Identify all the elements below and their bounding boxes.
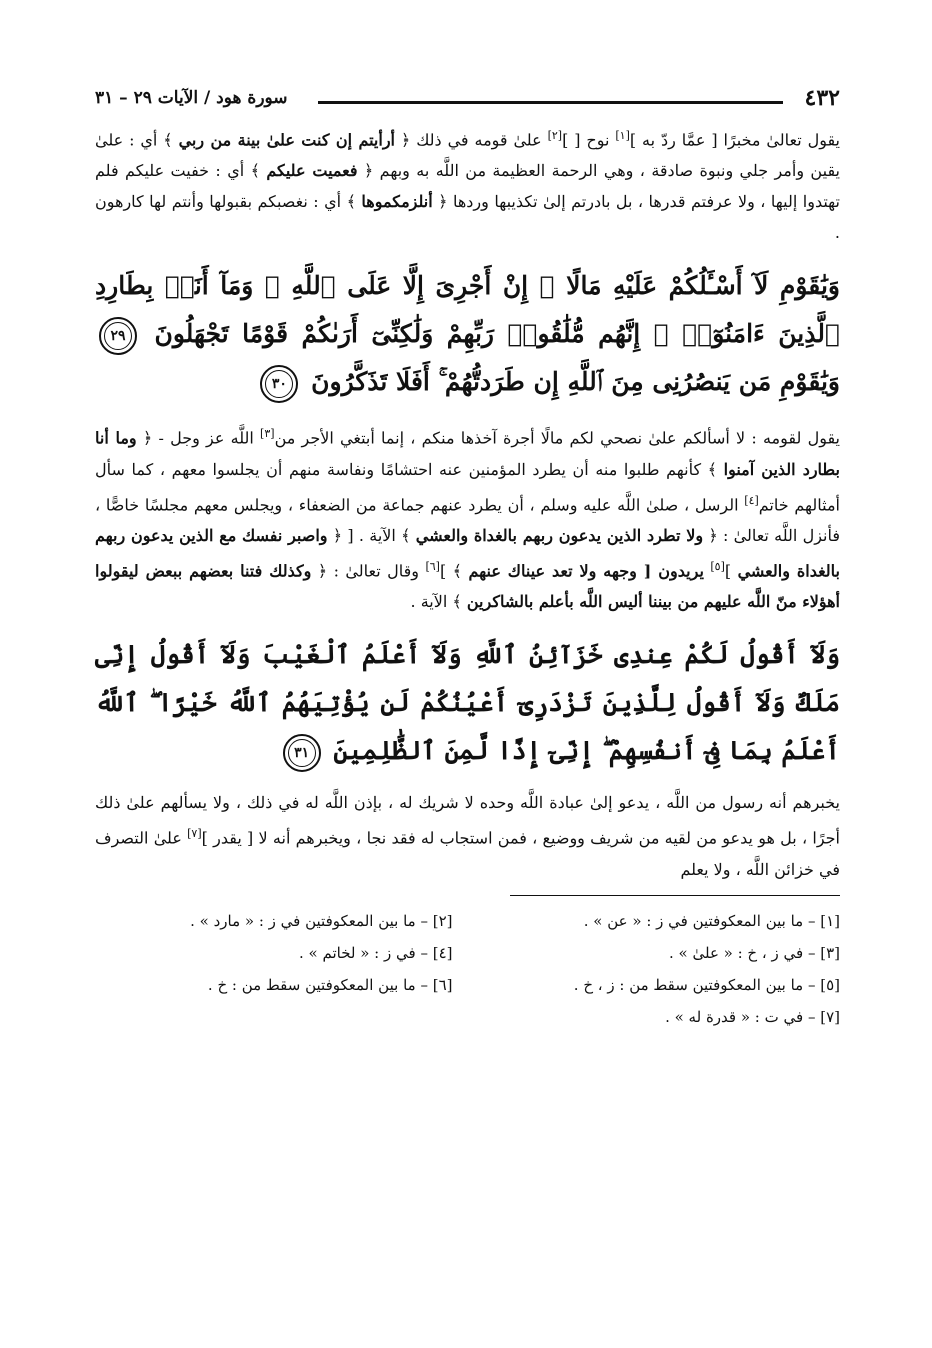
verse-30-text: وَيَٰقَوْمِ مَن يَنصُرُنِى مِنَ ٱللَّهِ إِن طَرَدتُّهُمْ ۚ أَفَلَا تَذَكَّرُونَ bbox=[311, 367, 840, 397]
verse-31-text: وَلَآ أَقُولُ لَكُمْ عِندِى خَزَآئِنُ ٱللَّهِ وَلَآ أَعْلَمُ ٱلْغَيْبَ وَلَآ أَقُولُ إِنِّى مَلَكٌ وَلَآ أَقُولُ لِلَّذِينَ تَزْدَرِىٓ أَعْيُنُكُمْ لَن يُؤْتِيَهُمُ ٱللَّهُ خَيْرًا ۖ ٱللَّهُ أَعْلَمُ بِمَا فِىٓ أَنفُسِهِمْ ۖ إِنِّىٓ إِذًا لَّمِنَ ٱلظَّٰلِمِينَ bbox=[95, 640, 840, 766]
quoted-verse-text: واصبر نفسك مع الذين يدعون ربهم بالغداة والعشي bbox=[95, 525, 841, 581]
commentary-text: علىٰ التصرف في خزائن اللَّه ، ولا يعلم bbox=[95, 828, 840, 879]
quoted-verse-text: ولا تطرد الذين يدعون ربهم بالغداة والعشي bbox=[415, 525, 704, 545]
quoted-verse-text: وكذلك فتنا بعضهم ببعض ليقولوا أهؤلاء منّ اللَّه عليهم من بيننا أليس اللَّه بأعلم بالشاكرين bbox=[95, 561, 840, 612]
footnote-ref: [١] bbox=[615, 129, 630, 142]
running-title: سورة هود / الآيات ٢٩ – ٣١ bbox=[95, 88, 288, 108]
footnote-ref: [٤] bbox=[744, 493, 759, 507]
commentary-text: ﴾ أي : علىٰ يقين وأمر جلي ونبوة صادقة ، وهي الرحمة العظيمة من اللَّه به وبهم ﴿ bbox=[95, 130, 840, 181]
footnote-ref: [٣] bbox=[260, 427, 275, 441]
quoted-verse-text: فعميت عليكم bbox=[266, 161, 358, 181]
quoted-verse-text: وما أنا بطارد الذين آمنوا bbox=[95, 428, 840, 479]
commentary-text: ﴾ ] bbox=[439, 561, 469, 581]
book-page bbox=[95, 80, 840, 1030]
quran-verse-block-2 bbox=[95, 631, 840, 775]
commentary-paragraph-3 bbox=[95, 787, 840, 884]
quran-verse-block-1 bbox=[95, 262, 840, 406]
ayah-marker-31: ٣١ bbox=[283, 734, 321, 772]
footnote-1: [١] – ما بين المعكوفتين في ز : « عن » . bbox=[583, 911, 840, 930]
page-header bbox=[95, 80, 840, 116]
ayah-marker-29: ٢٩ bbox=[99, 317, 137, 355]
footnote-6: [٦] – ما بين المعكوفتين سقط من : خ . bbox=[207, 975, 453, 994]
commentary-text: ﴾ أي : خفيت عليكم فلم تهتدوا إليها ، ولا عرفتم قدرها ، بل بادرتم إلىٰ تكذيبها وردها ﴿ bbox=[95, 161, 841, 212]
commentary-text: ﴾ كأنهم طلبوا منه أن يطرد المؤمنين عنه احتشامًا ونفاسة منهم أن يجلسوا معهم ، كما سأل أمثالهم خاتم bbox=[95, 459, 840, 514]
commentary-text: ﴾ الآية . [ ﴿ bbox=[327, 525, 416, 545]
footnote-4: [٤] – في ز : « لخاتم » . bbox=[299, 943, 453, 962]
ayah-marker-30: ٣٠ bbox=[260, 365, 298, 403]
footnote-3: [٣] – في ز ، خ : « علىٰ » . bbox=[669, 943, 840, 962]
commentary-text: ] bbox=[724, 561, 738, 581]
commentary-text: نوح [ ] bbox=[562, 130, 616, 150]
footnote-ref: [٧] bbox=[187, 827, 202, 841]
commentary-text: ﴾ الآية . bbox=[410, 592, 467, 612]
commentary-text: علىٰ قومه في ذلك ﴿ bbox=[395, 130, 548, 150]
footnote-separator bbox=[510, 895, 840, 896]
commentary-text: يقول لقومه : لا أسألكم علىٰ نصحي لكم مالًا أجرة آخذها منكم ، إنما أبتغي الأجر من bbox=[274, 428, 841, 448]
commentary-paragraph-1 bbox=[95, 120, 840, 248]
quoted-verse-text: أنلزمكموها bbox=[361, 192, 433, 212]
footnote-ref: [٢] bbox=[547, 129, 563, 142]
footnote-ref: [٦] bbox=[425, 559, 440, 573]
commentary-text: يخبرهم أنه رسول من اللَّه ، يدعو إلىٰ عبادة اللَّه وحده لا شريك له ، بإذن اللَّه له في ذلك ، ولا يسألهم علىٰ ذلك أجرًا ، بل هو يدعو من لقيه من شريف ووضيع ، فمن استجاب له فقد نجا ، ويخبرهم أنه لا [ يقدر ] bbox=[95, 793, 840, 848]
commentary-text: الرسل ، صلىٰ اللَّه عليه وسلم ، أن يطرد عنهم جماعة من الضعفاء ، ويجلس معهم مجلسًا خاصًّا ، فأنزل اللَّه تعالىٰ : ﴿ bbox=[95, 494, 841, 545]
commentary-text: ﴾ أي : نغصبكم بقبولها وأنتم لها كارهون . bbox=[95, 192, 840, 243]
footnotes bbox=[95, 908, 840, 1030]
commentary-text: اللَّه عز وجل - ﴿ bbox=[136, 428, 261, 448]
quoted-verse-text: يريدون [ وجهه ولا تعد عيناك عنهم bbox=[468, 561, 704, 581]
quoted-verse-text: أرأيتم إن كنت علىٰ بينة من ربي bbox=[178, 130, 395, 150]
commentary-paragraph-2 bbox=[95, 418, 840, 617]
footnote-2: [٢] – ما بين المعكوفتين في ز : « مارد » . bbox=[190, 911, 453, 930]
page-number: ٤٣٢ bbox=[804, 85, 840, 111]
header-rule bbox=[318, 101, 783, 104]
footnote-ref: [٥] bbox=[710, 559, 725, 573]
commentary-text: يقول تعالىٰ مخبرًا [ عمَّا ردّ به ] bbox=[629, 130, 841, 150]
footnote-7: [٧] – في ت : « قدرة له » . bbox=[665, 1007, 840, 1026]
footnote-5: [٥] – ما بين المعكوفتين سقط من : ز ، خ . bbox=[573, 975, 840, 994]
commentary-text: وقال تعالىٰ : ﴿ bbox=[311, 561, 426, 581]
verse-29-text: وَيَٰقَوْمِ لَآ أَسْـَٔلُكُمْ عَلَيْهِ مَالًا ۖ إِنْ أَجْرِىَ إِلَّا عَلَى ٱللَّهِ ۚ وَمَآ أَنَا۠ بِطَارِدِ ٱلَّذِينَ ءَامَنُوٓا۟ ۚ إِنَّهُم مُّلَٰقُوا۟ رَبِّهِمْ وَلَٰكِنِّىٓ أَرَىٰكُمْ قَوْمًا تَجْهَلُونَ bbox=[95, 271, 840, 349]
